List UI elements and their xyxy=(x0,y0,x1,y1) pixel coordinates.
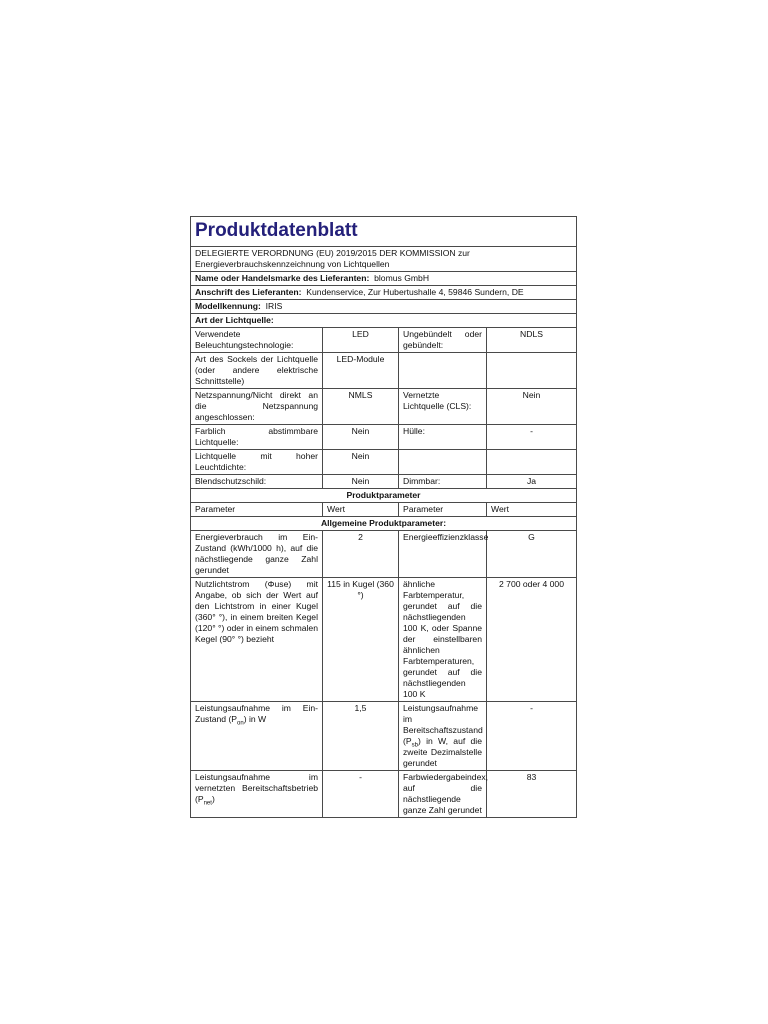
column-header-param: Parameter xyxy=(191,503,323,517)
source-label xyxy=(399,450,487,475)
general-params-header-row xyxy=(191,517,577,531)
source-value: Nein xyxy=(323,475,399,489)
color-rendering-index-value: 83 xyxy=(487,771,577,818)
source-type-row xyxy=(191,314,577,328)
sheet-title: Produktdatenblatt xyxy=(191,217,577,247)
source-label: Netzspannung/Nicht direkt an die Netzspannung angeschlossen: xyxy=(191,389,323,425)
param-row xyxy=(191,578,577,702)
source-value: LED xyxy=(323,328,399,353)
source-row xyxy=(191,353,577,389)
energy-class-value: G xyxy=(487,531,577,578)
color-temperature-value: 2 700 oder 4 000 xyxy=(487,578,577,702)
product-params-header: Produktparameter xyxy=(191,489,577,503)
source-label: Blendschutzschild: xyxy=(191,475,323,489)
on-mode-power-label: Leistungsaufnahme im Ein-Zustand $(P_{on})$ in W xyxy=(191,702,323,771)
supplier-address-row xyxy=(191,286,577,300)
source-label: Verwendete Beleuchtungstechnologie: xyxy=(191,328,323,353)
model-label: Modellkennung: xyxy=(195,301,261,311)
general-params-header: Allgemeine Produktparameter: xyxy=(191,517,577,531)
source-label: Vernetzte Lichtquelle (CLS): xyxy=(399,389,487,425)
energy-consumption-label: Energieverbrauch im Ein-Zustand (kWh/1000 h), auf die nächstliegende ganze Zahl gerundet xyxy=(191,531,323,578)
source-value: Ja xyxy=(487,475,577,489)
regulation-text: DELEGIERTE VERORDNUNG (EU) 2019/2015 DER KOMMISSION zur Energieverbrauchskennzeichnung von Lichtquellen xyxy=(191,247,577,272)
source-row xyxy=(191,475,577,489)
product-data-sheet xyxy=(190,216,576,815)
model-row xyxy=(191,300,577,314)
source-value: Nein xyxy=(487,389,577,425)
networked-standby-power-label: Leistungsaufnahme im vernetzten Bereitschaftsbetrieb $(P_{net})$ xyxy=(191,771,323,818)
source-label: Lichtquelle mit hoher Leuchtdichte: xyxy=(191,450,323,475)
source-value: Nein xyxy=(323,450,399,475)
title-row xyxy=(191,217,577,247)
source-label: Dimmbar: xyxy=(399,475,487,489)
source-label xyxy=(399,353,487,389)
source-value: Nein xyxy=(323,425,399,450)
supplier-address-label: Anschrift des Lieferanten: xyxy=(195,287,302,297)
standby-power-value: - xyxy=(487,702,577,771)
source-row xyxy=(191,328,577,353)
color-rendering-index-label: Farbwiedergabeindex, auf die nächstliegende ganze Zahl gerundet xyxy=(399,771,487,818)
luminous-flux-value: 115 in Kugel (360 °) xyxy=(323,578,399,702)
source-label: Hülle: xyxy=(399,425,487,450)
column-header-value: Wert xyxy=(323,503,399,517)
on-mode-power-value: 1,5 xyxy=(323,702,399,771)
source-label: Art des Sockels der Lichtquelle (oder andere elektrische Schnittstelle) xyxy=(191,353,323,389)
column-header-row xyxy=(191,503,577,517)
supplier-address-value: Kundenservice, Zur Hubertushalle 4, 59846 Sundern, DE xyxy=(306,287,524,297)
source-label: Farblich abstimmbare Lichtquelle: xyxy=(191,425,323,450)
supplier-name-label: Name oder Handelsmarke des Lieferanten: xyxy=(195,273,370,283)
param-row xyxy=(191,531,577,578)
standby-power-label: Leistungsaufnahme im Bereitschaftszustand $(P_{sb})$ in W, auf die zweite Dezimalstelle gerundet xyxy=(399,702,487,771)
energy-consumption-value: 2 xyxy=(323,531,399,578)
regulation-row xyxy=(191,247,577,272)
source-type-label: Art der Lichtquelle: xyxy=(191,314,577,328)
networked-standby-power-value: - xyxy=(323,771,399,818)
param-row xyxy=(191,702,577,771)
param-row xyxy=(191,771,577,818)
supplier-name-value: blomus GmbH xyxy=(374,273,430,283)
column-header-value: Wert xyxy=(487,503,577,517)
supplier-name-row xyxy=(191,272,577,286)
source-value xyxy=(487,450,577,475)
source-row xyxy=(191,450,577,475)
source-value: LED-Module xyxy=(323,353,399,389)
column-header-param: Parameter xyxy=(399,503,487,517)
luminous-flux-label: Nutzlichtstrom (Φuse) mit Angabe, ob sich der Wert auf den Lichtstrom in einer Kugel (360° °), in einem breiten Kegel (120° °) oder in einem schmalen Kegel (90° °) bezieht xyxy=(191,578,323,702)
energy-class-label: Energieeffizienzklasse xyxy=(399,531,487,578)
source-value: NMLS xyxy=(323,389,399,425)
source-row xyxy=(191,389,577,425)
datasheet-table xyxy=(190,216,577,818)
source-value xyxy=(487,353,577,389)
product-params-header-row xyxy=(191,489,577,503)
color-temperature-label: ähnliche Farbtemperatur, gerundet auf die nächstliegenden 100 K, oder Spanne der einstellbaren ähnlichen Farbtemperaturen, gerundet auf die nächstliegenden 100 K xyxy=(399,578,487,702)
source-label: Ungebündelt oder gebündelt: xyxy=(399,328,487,353)
source-value: NDLS xyxy=(487,328,577,353)
model-value: IRIS xyxy=(265,301,283,311)
source-value: - xyxy=(487,425,577,450)
source-row xyxy=(191,425,577,450)
